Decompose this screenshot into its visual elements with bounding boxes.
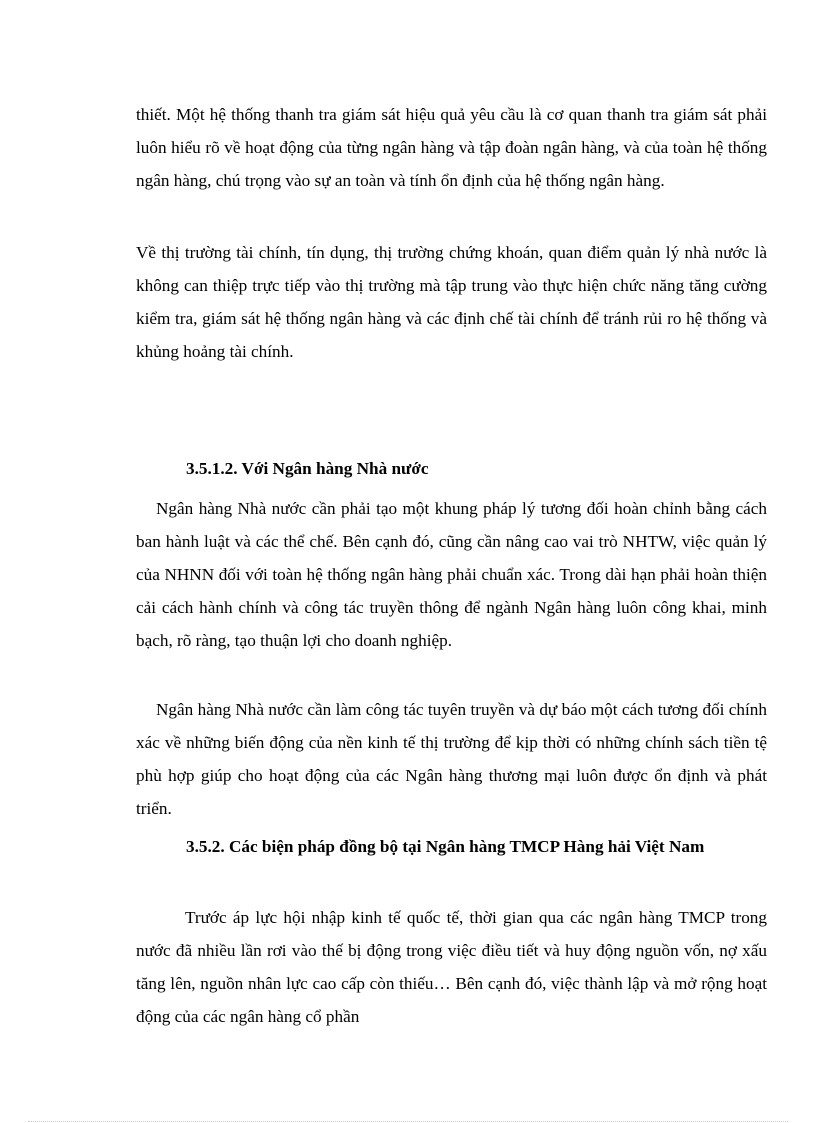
paragraph-financial-market: Về thị trường tài chính, tín dụng, thị trường chứng khoán, quan điểm quản lý nhà nước là không can thiệp trực tiếp vào thị trường mà tập trung vào thực hiện chức năng tăng cường kiểm tra, giám sát hệ thống ngân hàng và các định chế tài chính để tránh rủi ro hệ thống và khủng hoảng tài chính. <box>136 243 767 361</box>
section-heading-3512: 3.5.1.2. Với Ngân hàng Nhà nước <box>186 459 429 478</box>
paragraph-state-bank-legal: Ngân hàng Nhà nước cần phải tạo một khung pháp lý tương đối hoàn chỉnh bằng cách ban hành luật và các thể chế. Bên cạnh đó, cũng cần nâng cao vai trò NHTW, việc quản lý của NHNN đối với toàn hệ thống ngân hàng phải chuẩn xác. Trong dài hạn phải hoàn thiện cải cách hành chính và công tác truyền thông để ngành Ngân hàng luôn công khai, minh bạch, rõ ràng, tạo thuận lợi cho doanh nghiệp. <box>136 499 767 650</box>
paragraph-state-bank-forecast: Ngân hàng Nhà nước cần làm công tác tuyên truyền và dự báo một cách tương đối chính xác về những biến động của nền kinh tế thị trường để kịp thời có những chính sách tiền tệ phù hợp giúp cho hoạt động của các Ngân hàng thương mại luôn được ổn định và phát triển. <box>136 700 767 818</box>
paragraph-integration-pressure: Trước áp lực hội nhập kinh tế quốc tế, thời gian qua các ngân hàng TMCP trong nước đã nhiều lần rơi vào thế bị động trong việc điều tiết và huy động nguồn vốn, nợ xấu tăng lên, nguồn nhân lực cao cấp còn thiếu… Bên cạnh đó, việc thành lập và mở rộng hoạt động của các ngân hàng cổ phần <box>136 908 767 1026</box>
section-heading-352: 3.5.2. Các biện pháp đồng bộ tại Ngân hàng TMCP Hàng hải Việt Nam <box>186 837 705 856</box>
paragraph-supervision: thiết. Một hệ thống thanh tra giám sát hiệu quả yêu cầu là cơ quan thanh tra giám sát phải luôn hiểu rõ về hoạt động của từng ngân hàng và tập đoàn ngân hàng, và của toàn hệ thống ngân hàng, chú trọng vào sự an toàn và tính ổn định của hệ thống ngân hàng. <box>136 105 767 190</box>
page-bottom-divider <box>28 1121 788 1122</box>
